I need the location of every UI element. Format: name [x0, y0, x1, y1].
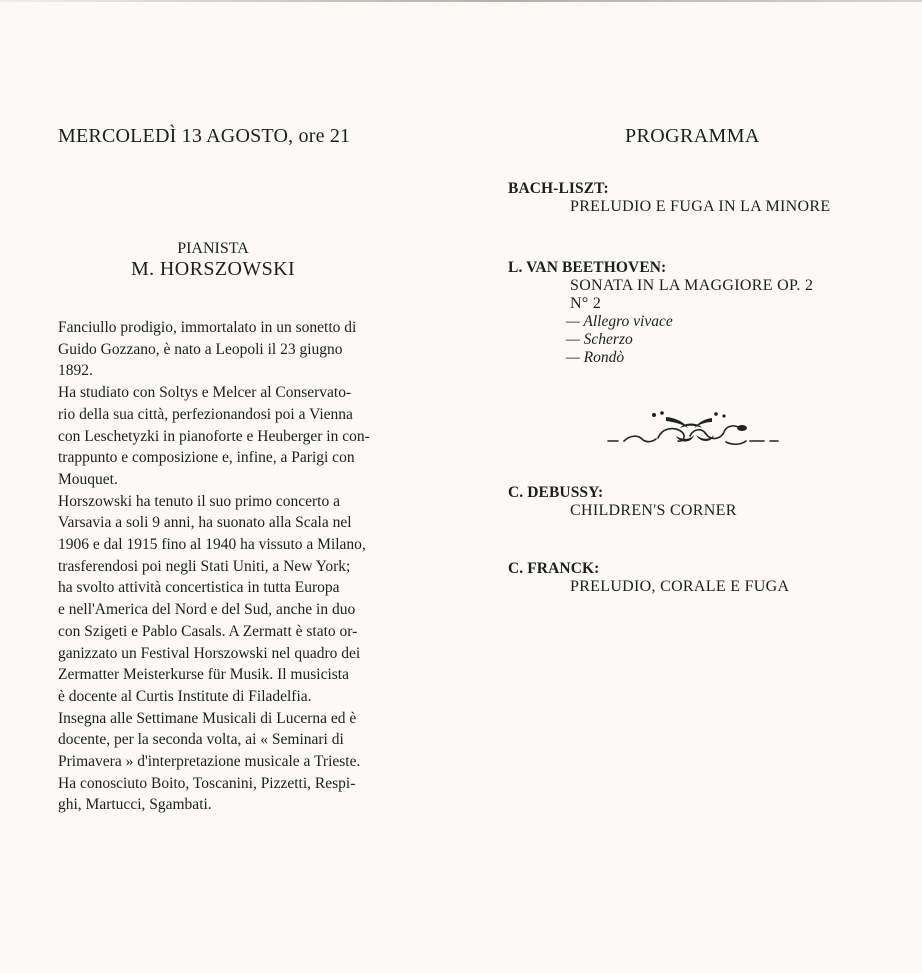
bio-line: trappunto e composizione e, infine, a Parigi con — [58, 449, 355, 467]
bio-line: con Leschetyzki in pianoforte e Heuberger in con- — [58, 427, 370, 445]
movement: — Scherzo — [566, 331, 633, 348]
performer-role: PIANISTA — [177, 240, 249, 257]
bio-line: trasferendosi poi negli Stati Uniti, a New York; — [58, 557, 351, 575]
bio-line: 1892. — [58, 362, 93, 380]
bio-line: ganizzato un Festival Horszowski nel quadro dei — [58, 644, 361, 662]
bio-line: con Szigeti e Pablo Casals. A Zermatt è stato or- — [58, 622, 358, 640]
top-edge-rule — [0, 0, 922, 2]
program-item-debussy — [508, 484, 898, 520]
movement: — Allegro vivace — [566, 313, 673, 330]
bio-line: è docente al Curtis Institute di Filadelfia. — [58, 687, 312, 705]
concert-date-heading: MERCOLEDÌ 13 AGOSTO, ore 21 — [58, 125, 351, 147]
bio-line: 1906 e dal 1915 fino al 1940 ha vissuto a Milano, — [58, 536, 366, 554]
bio-line: Zermatter Meisterkurse für Musik. Il musicista — [58, 666, 349, 684]
performer-name: M. HORSZOWSKI — [130, 258, 296, 280]
program-item-bach-liszt — [508, 180, 898, 216]
work-title-continued: N° 2 — [570, 295, 602, 312]
composer-name: C. FRANCK: — [508, 560, 600, 577]
performer-biography — [58, 317, 398, 816]
bio-line: rio della sua città, perfezionandosi poi a Vienna — [58, 405, 353, 423]
bio-line: Insegna alle Settimane Musicali di Lucerna ed è — [58, 709, 357, 727]
bio-line: Primavera » d'interpretazione musicale a Trieste. — [58, 753, 361, 771]
bio-line: e nell'America del Nord e del Sud, anche in duo — [58, 601, 356, 619]
bio-line: Varsavia a soli 9 anni, ha suonato alla Scala nel — [58, 514, 352, 532]
work-title: SONATA IN LA MAGGIORE OP. 2 — [570, 277, 814, 294]
movement: — Rondò — [566, 349, 625, 366]
program-item-beethoven — [508, 259, 898, 367]
bio-line: Guido Gozzano, è nato a Leopoli il 23 giugno — [58, 340, 343, 358]
bio-line: ghi, Martucci, Sgambati. — [58, 796, 212, 814]
bio-line: Horszowski ha tenuto il suo primo concerto a — [58, 492, 340, 510]
work-title: PRELUDIO E FUGA IN LA MINORE — [570, 198, 831, 215]
bio-line: Fanciullo prodigio, immortalato in un sonetto di — [58, 319, 357, 336]
composer-name: L. VAN BEETHOVEN: — [508, 259, 667, 276]
composer-name: C. DEBUSSY: — [508, 484, 604, 501]
program-heading: PROGRAMMA — [625, 125, 760, 147]
bio-line: Ha conosciuto Boito, Toscanini, Pizzetti, Respi- — [58, 774, 356, 792]
work-title: PRELUDIO, CORALE E FUGA — [570, 578, 790, 595]
program-item-franck — [508, 560, 898, 596]
decorative-scroll-ornament-icon — [602, 408, 784, 452]
bio-line: ha svolto attività concertistica in tutta Europa — [58, 579, 340, 597]
work-title: CHILDREN'S CORNER — [570, 502, 737, 519]
bio-line: docente, per la seconda volta, ai « Seminari di — [58, 731, 344, 749]
bio-line: Ha studiato con Soltys e Melcer al Conservato- — [58, 384, 352, 402]
composer-name: BACH-LISZT: — [508, 180, 609, 197]
bio-line: Mouquet. — [58, 470, 118, 488]
